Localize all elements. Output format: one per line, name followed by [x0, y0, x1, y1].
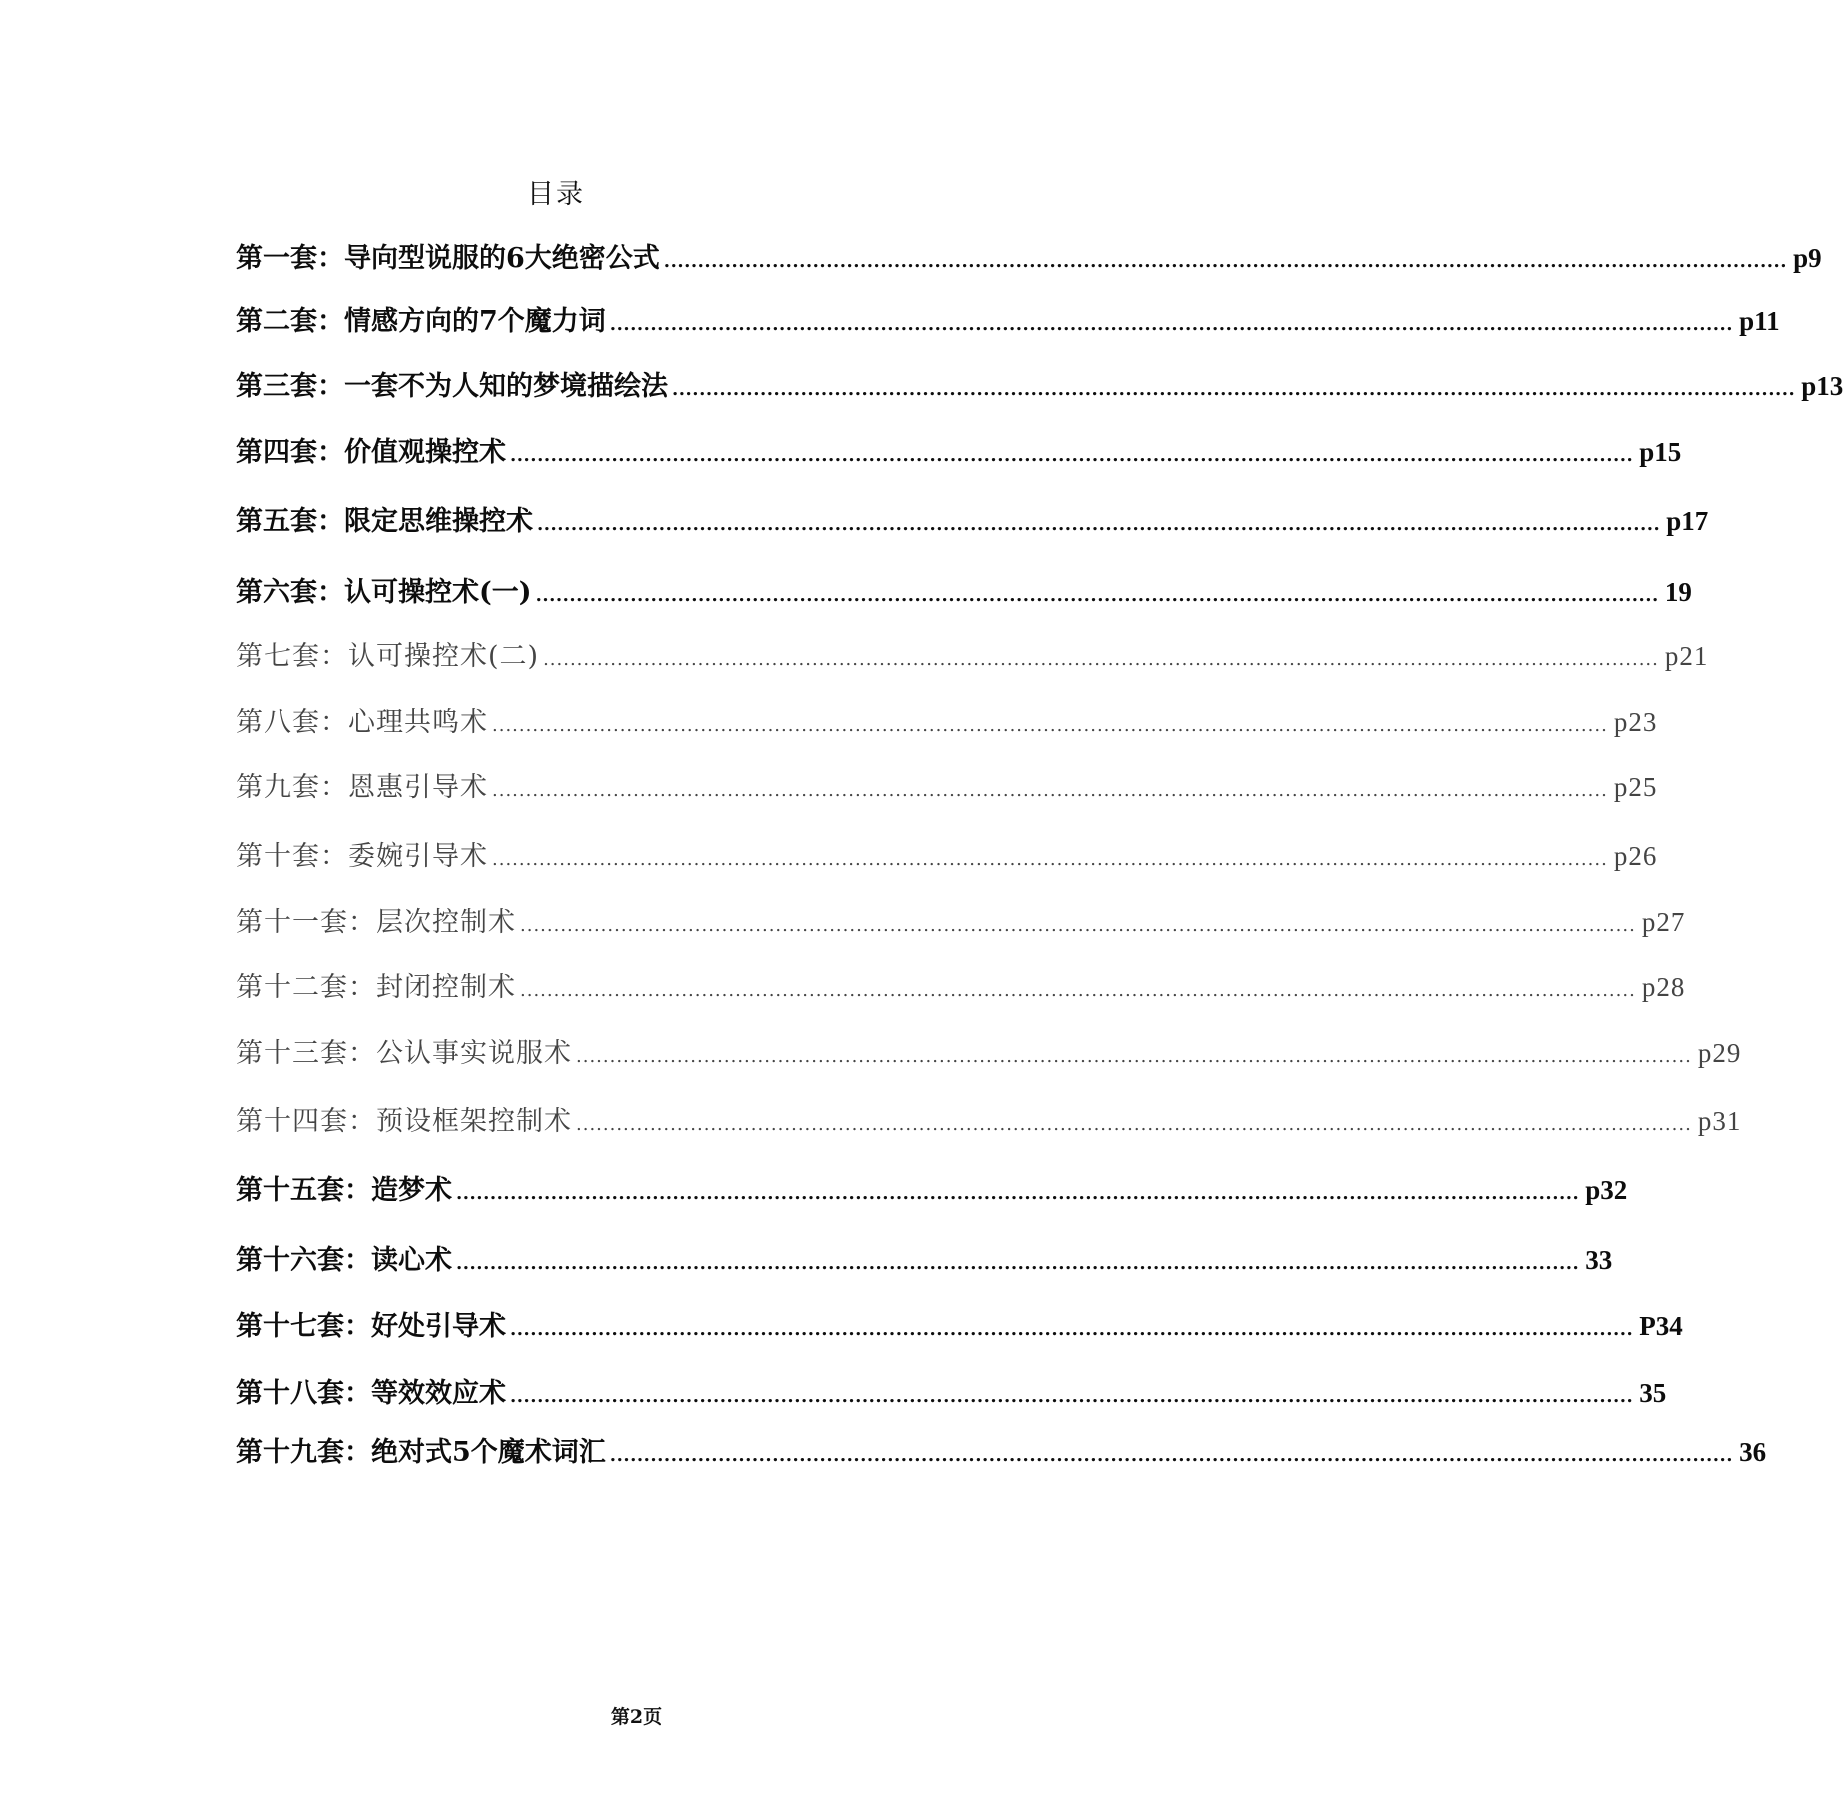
toc-item-page: 36: [1739, 1437, 1767, 1467]
toc-item-2[interactable]: [236, 303, 1780, 339]
toc-item-page: p11: [1739, 306, 1780, 336]
toc-item-label: 第七套：认可操控术(二): [236, 641, 540, 672]
toc-item-label: 第十一套：层次控制术: [236, 907, 516, 938]
dot-leader: ......................................................................................................................................................................: [576, 1114, 1692, 1135]
toc-item-label: 第六套：认可操控术(一): [236, 577, 532, 608]
toc-item-label: 第十套：委婉引导术: [236, 841, 488, 872]
toc-item-label: 第九套：恩惠引导术: [236, 772, 488, 803]
toc-item-label: 第四套：价值观操控术: [236, 437, 506, 468]
dot-leader: ......................................................................................................................................................................: [456, 1253, 1580, 1274]
toc-item-label: 第十五套：造梦术: [236, 1175, 452, 1206]
toc-item-6[interactable]: [236, 574, 1692, 610]
toc-item-label: 第十四套：预设框架控制术: [236, 1106, 572, 1137]
toc-item-page: P34: [1639, 1311, 1683, 1341]
dot-leader: ......................................................................................................................................................................: [510, 1319, 1634, 1340]
toc-item-page: p26: [1613, 841, 1658, 871]
dot-leader: ......................................................................................................................................................................: [520, 915, 1636, 936]
toc-item-page: p31: [1697, 1106, 1742, 1136]
toc-item-page: p25: [1613, 772, 1658, 802]
dot-leader: ......................................................................................................................................................................: [543, 649, 1659, 670]
toc-item-11[interactable]: [236, 904, 1686, 940]
toc-item-label: 第一套：导向型说服的6大绝密公式: [236, 243, 660, 274]
toc-item-label: 第五套：限定思维操控术: [236, 506, 533, 537]
toc-item-page: p21: [1664, 641, 1709, 671]
toc-item-page: p13: [1801, 371, 1843, 401]
dot-leader: ......................................................................................................................................................................: [537, 514, 1661, 535]
toc-item-14[interactable]: [236, 1103, 1742, 1139]
toc-item-10[interactable]: [236, 838, 1658, 874]
toc-title: 目录: [527, 179, 585, 210]
toc-item-label: 第十八套：等效效应术: [236, 1378, 506, 1409]
toc-item-8[interactable]: [236, 704, 1658, 740]
toc-item-page: p27: [1641, 907, 1686, 937]
toc-item-17[interactable]: [236, 1308, 1683, 1344]
dot-leader: ......................................................................................................................................................................: [609, 1445, 1734, 1466]
toc-item-page: 19: [1664, 577, 1692, 607]
toc-item-19[interactable]: [236, 1434, 1767, 1470]
dot-leader: ......................................................................................................................................................................: [510, 1386, 1634, 1407]
toc-item-12[interactable]: [236, 969, 1686, 1005]
toc-item-4[interactable]: [236, 434, 1682, 470]
toc-item-page: p23: [1613, 707, 1658, 737]
dot-leader: ......................................................................................................................................................................: [492, 849, 1608, 870]
toc-item-3[interactable]: [236, 368, 1843, 404]
toc-item-9[interactable]: [236, 769, 1658, 805]
toc-item-page: p17: [1666, 506, 1709, 536]
toc-item-page: p29: [1697, 1038, 1742, 1068]
toc-item-page: p28: [1641, 972, 1686, 1002]
toc-item-label: 第十七套：好处引导术: [236, 1311, 506, 1342]
dot-leader: ......................................................................................................................................................................: [535, 585, 1659, 606]
toc-item-page: 33: [1585, 1245, 1613, 1275]
toc-item-page: p32: [1585, 1175, 1628, 1205]
toc-item-5[interactable]: [236, 503, 1709, 539]
toc-item-label: 第三套：一套不为人知的梦境描绘法: [236, 371, 668, 402]
toc-item-page: p9: [1793, 243, 1822, 273]
dot-leader: ......................................................................................................................................................................: [672, 379, 1796, 400]
toc-item-page: p15: [1639, 437, 1682, 467]
toc-item-15[interactable]: [236, 1172, 1628, 1208]
toc-item-7[interactable]: [236, 638, 1709, 674]
toc-item-label: 第十三套：公认事实说服术: [236, 1038, 572, 1069]
dot-leader: ......................................................................................................................................................................: [492, 780, 1608, 801]
page-number: 第2页: [610, 1706, 663, 1728]
toc-item-label: 第十九套：绝对式5个魔术词汇: [236, 1437, 606, 1468]
dot-leader: ......................................................................................................................................................................: [456, 1183, 1580, 1204]
toc-item-label: 第二套：情感方向的7个魔力词: [236, 306, 606, 337]
dot-leader: ......................................................................................................................................................................: [663, 251, 1788, 272]
toc-item-label: 第十六套：读心术: [236, 1245, 452, 1276]
toc-item-label: 第十二套：封闭控制术: [236, 972, 516, 1003]
toc-item-18[interactable]: [236, 1375, 1667, 1411]
toc-item-page: 35: [1639, 1378, 1667, 1408]
dot-leader: ......................................................................................................................................................................: [492, 715, 1608, 736]
toc-item-label: 第八套：心理共鸣术: [236, 707, 488, 738]
toc-item-16[interactable]: [236, 1242, 1613, 1278]
dot-leader: ......................................................................................................................................................................: [520, 980, 1636, 1001]
dot-leader: ......................................................................................................................................................................: [609, 314, 1734, 335]
dot-leader: ......................................................................................................................................................................: [576, 1046, 1692, 1067]
dot-leader: ......................................................................................................................................................................: [510, 445, 1634, 466]
toc-item-13[interactable]: [236, 1035, 1742, 1071]
toc-item-1[interactable]: [236, 240, 1822, 276]
